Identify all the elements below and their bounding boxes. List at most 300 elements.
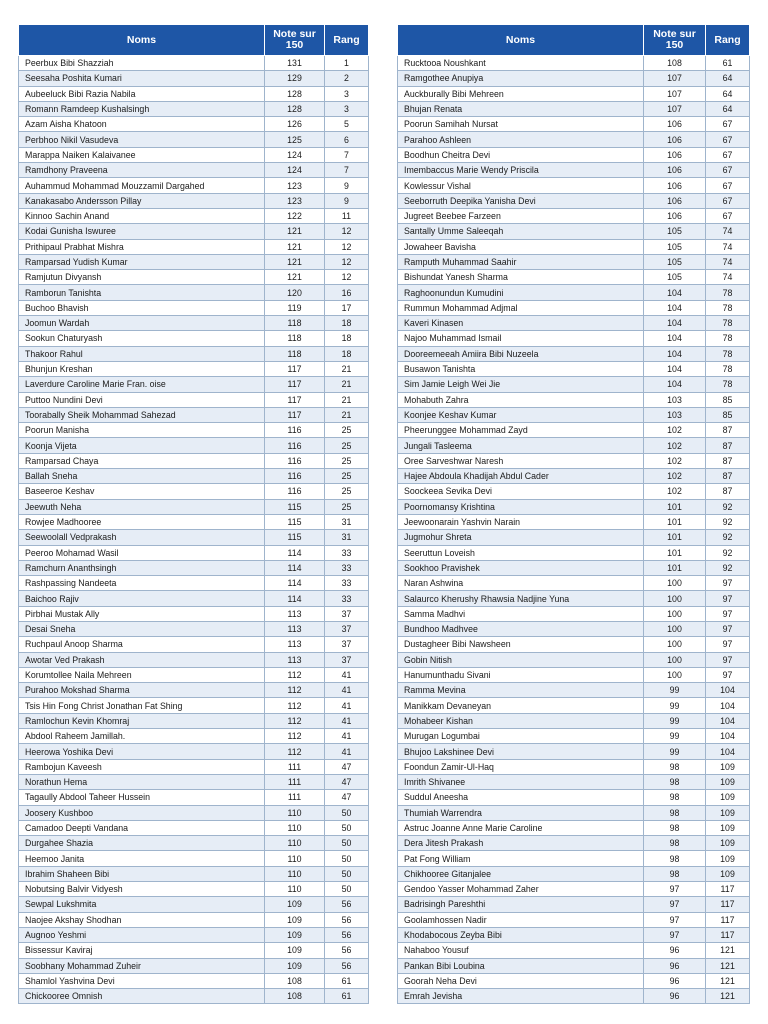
student-rank: 74	[706, 270, 750, 285]
student-score: 106	[644, 147, 706, 162]
table-row	[398, 667, 750, 682]
table-row	[19, 361, 369, 376]
student-name: Laverdure Caroline Marie Fran. oise	[19, 377, 265, 392]
student-score: 110	[265, 882, 325, 897]
student-rank: 33	[325, 591, 369, 606]
student-name: Camadoo Deepti Vandana	[19, 820, 265, 835]
student-score: 100	[644, 591, 706, 606]
table-row	[398, 147, 750, 162]
student-score: 98	[644, 820, 706, 835]
student-name: Bundhoo Madhvee	[398, 621, 644, 636]
student-rank: 1	[325, 56, 369, 71]
student-rank: 37	[325, 652, 369, 667]
table-row	[398, 438, 750, 453]
table-row	[398, 912, 750, 927]
student-name: Boodhun Cheitra Devi	[398, 147, 644, 162]
student-rank: 12	[325, 239, 369, 254]
student-name: Jugmohur Shreta	[398, 530, 644, 545]
student-name: Rucktooa Noushkant	[398, 56, 644, 71]
student-rank: 3	[325, 86, 369, 101]
student-rank: 50	[325, 866, 369, 881]
student-rank: 67	[706, 193, 750, 208]
student-score: 115	[265, 499, 325, 514]
table-row	[19, 224, 369, 239]
student-rank: 78	[706, 331, 750, 346]
table-row	[398, 239, 750, 254]
student-score: 100	[644, 621, 706, 636]
student-name: Manikkam Devaneyan	[398, 698, 644, 713]
student-score: 109	[265, 927, 325, 942]
student-name: Soobhany Mohammad Zuheir	[19, 958, 265, 973]
student-name: Ruchpaul Anoop Sharma	[19, 637, 265, 652]
student-name: Thakoor Rahul	[19, 346, 265, 361]
student-name: Shamlol Yashvina Devi	[19, 973, 265, 988]
student-score: 98	[644, 805, 706, 820]
student-rank: 85	[706, 407, 750, 422]
student-score: 106	[644, 117, 706, 132]
table-row	[19, 882, 369, 897]
table-row	[398, 943, 750, 958]
student-rank: 18	[325, 316, 369, 331]
student-rank: 97	[706, 576, 750, 591]
table-row	[19, 407, 369, 422]
student-score: 122	[265, 208, 325, 223]
table-row	[19, 545, 369, 560]
table-row	[19, 713, 369, 728]
table-row	[398, 805, 750, 820]
student-score: 114	[265, 576, 325, 591]
student-name: Hanumunthadu Sivani	[398, 667, 644, 682]
student-name: Sim Jamie Leigh Wei Jie	[398, 377, 644, 392]
student-name: Bhujan Renata	[398, 101, 644, 116]
student-score: 101	[644, 499, 706, 514]
table-row	[19, 667, 369, 682]
student-score: 100	[644, 637, 706, 652]
student-rank: 41	[325, 744, 369, 759]
table-row	[398, 652, 750, 667]
student-rank: 33	[325, 576, 369, 591]
student-rank: 117	[706, 897, 750, 912]
student-name: Jeewoonarain Yashvin Narain	[398, 514, 644, 529]
student-rank: 50	[325, 805, 369, 820]
student-name: Heerowa Yoshika Devi	[19, 744, 265, 759]
student-score: 98	[644, 866, 706, 881]
student-rank: 25	[325, 453, 369, 468]
table-row	[19, 484, 369, 499]
student-score: 104	[644, 331, 706, 346]
student-name: Soockeea Sevika Devi	[398, 484, 644, 499]
student-name: Ballah Sneha	[19, 469, 265, 484]
table-row	[19, 759, 369, 774]
student-score: 97	[644, 912, 706, 927]
student-rank: 109	[706, 866, 750, 881]
student-rank: 41	[325, 667, 369, 682]
student-rank: 78	[706, 377, 750, 392]
student-rank: 17	[325, 300, 369, 315]
student-name: Ramlochun Kevin Khomraj	[19, 713, 265, 728]
header-names: Noms	[398, 25, 644, 56]
student-name: Kodai Gunisha Iswuree	[19, 224, 265, 239]
student-rank: 56	[325, 927, 369, 942]
table-row	[19, 897, 369, 912]
student-rank: 74	[706, 254, 750, 269]
student-score: 101	[644, 530, 706, 545]
student-rank: 92	[706, 560, 750, 575]
student-score: 96	[644, 958, 706, 973]
table-row	[19, 866, 369, 881]
student-score: 102	[644, 469, 706, 484]
table-row	[398, 713, 750, 728]
student-rank: 92	[706, 514, 750, 529]
student-score: 105	[644, 270, 706, 285]
student-rank: 47	[325, 759, 369, 774]
table-row	[398, 759, 750, 774]
student-name: Dera Jitesh Prakash	[398, 836, 644, 851]
student-score: 104	[644, 285, 706, 300]
student-score: 116	[265, 484, 325, 499]
student-rank: 67	[706, 208, 750, 223]
student-name: Baseeroe Keshav	[19, 484, 265, 499]
student-score: 114	[265, 560, 325, 575]
table-row	[19, 698, 369, 713]
student-score: 129	[265, 71, 325, 86]
student-rank: 21	[325, 407, 369, 422]
student-score: 104	[644, 361, 706, 376]
table-row	[398, 178, 750, 193]
student-rank: 117	[706, 882, 750, 897]
table-row	[398, 484, 750, 499]
student-name: Murugan Logumbai	[398, 729, 644, 744]
table-row	[19, 117, 369, 132]
student-rank: 87	[706, 469, 750, 484]
table-row	[398, 591, 750, 606]
table-row	[19, 101, 369, 116]
student-score: 106	[644, 163, 706, 178]
student-name: Ramchurn Ananthsingh	[19, 560, 265, 575]
table-row	[19, 637, 369, 652]
student-score: 98	[644, 836, 706, 851]
student-name: Peerbux Bibi Shazziah	[19, 56, 265, 71]
student-rank: 97	[706, 606, 750, 621]
student-name: Chickooree Omnish	[19, 989, 265, 1004]
student-score: 112	[265, 698, 325, 713]
table-header-row	[19, 25, 369, 56]
student-name: Koonjee Keshav Kumar	[398, 407, 644, 422]
table-row	[19, 377, 369, 392]
table-row	[398, 989, 750, 1004]
table-row	[19, 621, 369, 636]
student-rank: 74	[706, 224, 750, 239]
student-name: Jungali Tasleema	[398, 438, 644, 453]
student-score: 110	[265, 851, 325, 866]
student-name: Baichoo Rajiv	[19, 591, 265, 606]
table-row	[19, 438, 369, 453]
student-name: Foondun Zamir-Ul-Haq	[398, 759, 644, 774]
student-score: 117	[265, 392, 325, 407]
student-name: Desai Sneha	[19, 621, 265, 636]
student-rank: 67	[706, 163, 750, 178]
student-score: 123	[265, 178, 325, 193]
student-name: Tsis Hin Fong Christ Jonathan Fat Shing	[19, 698, 265, 713]
student-rank: 92	[706, 545, 750, 560]
student-score: 116	[265, 423, 325, 438]
table-row	[398, 453, 750, 468]
student-name: Sookun Chaturyash	[19, 331, 265, 346]
student-score: 108	[265, 973, 325, 988]
student-score: 99	[644, 713, 706, 728]
student-score: 121	[265, 254, 325, 269]
table-row	[19, 178, 369, 193]
student-score: 96	[644, 973, 706, 988]
student-rank: 37	[325, 621, 369, 636]
student-name: Toorabally Sheik Mohammad Sahezad	[19, 407, 265, 422]
student-name: Seeborruth Deepika Yanisha Devi	[398, 193, 644, 208]
student-score: 105	[644, 239, 706, 254]
student-score: 107	[644, 71, 706, 86]
student-rank: 61	[325, 973, 369, 988]
student-score: 99	[644, 683, 706, 698]
table-row	[398, 729, 750, 744]
student-name: Nobutsing Balvir Vidyesh	[19, 882, 265, 897]
student-score: 106	[644, 208, 706, 223]
table-row	[19, 499, 369, 514]
ranking-table-left	[18, 24, 369, 1004]
student-rank: 87	[706, 484, 750, 499]
student-score: 118	[265, 346, 325, 361]
table-row	[398, 469, 750, 484]
table-row	[398, 407, 750, 422]
table-row	[19, 805, 369, 820]
student-name: Purahoo Mokshad Sharma	[19, 683, 265, 698]
student-rank: 67	[706, 132, 750, 147]
student-rank: 92	[706, 530, 750, 545]
student-name: Kaveri Kinasen	[398, 316, 644, 331]
student-name: Poorun Samihah Nursat	[398, 117, 644, 132]
student-rank: 64	[706, 86, 750, 101]
table-row	[398, 545, 750, 560]
student-name: Abdool Raheem Jamillah.	[19, 729, 265, 744]
student-name: Bissessur Kaviraj	[19, 943, 265, 958]
student-score: 118	[265, 316, 325, 331]
student-score: 124	[265, 147, 325, 162]
student-score: 116	[265, 438, 325, 453]
student-name: Hajee Abdoula Khadijah Abdul Cader	[398, 469, 644, 484]
student-score: 105	[644, 224, 706, 239]
student-score: 117	[265, 361, 325, 376]
student-rank: 50	[325, 882, 369, 897]
table-row	[398, 514, 750, 529]
student-name: Dooreemeeah Amiira Bibi Nuzeela	[398, 346, 644, 361]
student-rank: 121	[706, 973, 750, 988]
student-rank: 104	[706, 683, 750, 698]
student-score: 99	[644, 744, 706, 759]
student-rank: 12	[325, 224, 369, 239]
student-rank: 104	[706, 729, 750, 744]
student-name: Dustagheer Bibi Nawsheen	[398, 637, 644, 652]
student-name: Romann Ramdeep Kushalsingh	[19, 101, 265, 116]
student-name: Auhammud Mohammad Mouzzamil Dargahed	[19, 178, 265, 193]
student-name: Goorah Neha Devi	[398, 973, 644, 988]
student-rank: 37	[325, 637, 369, 652]
table-row	[398, 71, 750, 86]
student-name: Ramjutun Divyansh	[19, 270, 265, 285]
student-name: Naojee Akshay Shodhan	[19, 912, 265, 927]
student-name: Goolamhossen Nadir	[398, 912, 644, 927]
student-name: Badrisingh Pareshthi	[398, 897, 644, 912]
student-rank: 41	[325, 698, 369, 713]
table-row	[398, 86, 750, 101]
student-name: Ramputh Muhammad Saahir	[398, 254, 644, 269]
student-score: 107	[644, 101, 706, 116]
table-row	[398, 866, 750, 881]
header-rank: Rang	[325, 25, 369, 56]
student-name: Jugreet Beebee Farzeen	[398, 208, 644, 223]
student-rank: 97	[706, 621, 750, 636]
table-row	[398, 820, 750, 835]
student-name: Thumiah Warrendra	[398, 805, 644, 820]
student-rank: 104	[706, 698, 750, 713]
table-row	[19, 958, 369, 973]
table-row	[398, 698, 750, 713]
student-score: 112	[265, 729, 325, 744]
table-row	[398, 836, 750, 851]
student-score: 114	[265, 545, 325, 560]
student-name: Pheerunggee Mohammad Zayd	[398, 423, 644, 438]
student-score: 111	[265, 790, 325, 805]
student-score: 121	[265, 224, 325, 239]
student-rank: 117	[706, 927, 750, 942]
student-score: 112	[265, 744, 325, 759]
student-name: Aubeeluck Bibi Razia Nabila	[19, 86, 265, 101]
student-name: Buchoo Bhavish	[19, 300, 265, 315]
table-row	[19, 453, 369, 468]
table-row	[398, 285, 750, 300]
student-name: Tagaully Abdool Taheer Hussein	[19, 790, 265, 805]
student-name: Emrah Jevisha	[398, 989, 644, 1004]
student-score: 116	[265, 453, 325, 468]
student-score: 120	[265, 285, 325, 300]
ranking-table-right	[397, 24, 750, 1004]
table-row	[398, 851, 750, 866]
student-score: 101	[644, 514, 706, 529]
student-rank: 61	[325, 989, 369, 1004]
table-body-left	[19, 56, 369, 1004]
table-row	[398, 576, 750, 591]
table-row	[398, 377, 750, 392]
student-score: 113	[265, 621, 325, 636]
student-rank: 21	[325, 377, 369, 392]
student-score: 126	[265, 117, 325, 132]
student-rank: 109	[706, 805, 750, 820]
student-rank: 109	[706, 851, 750, 866]
student-name: Ramma Mevina	[398, 683, 644, 698]
student-rank: 47	[325, 790, 369, 805]
table-row	[19, 927, 369, 942]
student-rank: 16	[325, 285, 369, 300]
student-rank: 104	[706, 713, 750, 728]
student-rank: 104	[706, 744, 750, 759]
table-row	[19, 576, 369, 591]
table-row	[398, 606, 750, 621]
student-name: Jowaheer Bavisha	[398, 239, 644, 254]
student-score: 131	[265, 56, 325, 71]
student-score: 99	[644, 729, 706, 744]
student-rank: 56	[325, 897, 369, 912]
student-score: 121	[265, 270, 325, 285]
student-name: Raghoonundun Kumudini	[398, 285, 644, 300]
table-row	[19, 606, 369, 621]
student-name: Perbhoo Nikil Vasudeva	[19, 132, 265, 147]
student-name: Najoo Muhammad Ismail	[398, 331, 644, 346]
student-name: Bhunjun Kreshan	[19, 361, 265, 376]
student-rank: 87	[706, 423, 750, 438]
student-rank: 6	[325, 132, 369, 147]
student-score: 101	[644, 545, 706, 560]
student-rank: 41	[325, 713, 369, 728]
table-row	[398, 958, 750, 973]
student-name: Marappa Naiken Kalaivanee	[19, 147, 265, 162]
student-score: 104	[644, 316, 706, 331]
student-score: 112	[265, 683, 325, 698]
table-row	[398, 331, 750, 346]
student-name: Busawon Tanishta	[398, 361, 644, 376]
student-score: 104	[644, 346, 706, 361]
table-row	[19, 836, 369, 851]
student-name: Kinnoo Sachin Anand	[19, 208, 265, 223]
table-row	[19, 208, 369, 223]
student-rank: 67	[706, 147, 750, 162]
student-name: Prithipaul Prabhat Mishra	[19, 239, 265, 254]
student-rank: 25	[325, 469, 369, 484]
table-row	[398, 560, 750, 575]
student-name: Seeruttun Loveish	[398, 545, 644, 560]
table-row	[398, 224, 750, 239]
table-row	[19, 514, 369, 529]
student-rank: 97	[706, 591, 750, 606]
student-score: 112	[265, 713, 325, 728]
student-name: Mohabuth Zahra	[398, 392, 644, 407]
table-row	[19, 285, 369, 300]
student-name: Mohabeer Kishan	[398, 713, 644, 728]
student-score: 118	[265, 331, 325, 346]
table-row	[398, 499, 750, 514]
student-rank: 92	[706, 499, 750, 514]
student-rank: 109	[706, 759, 750, 774]
student-score: 105	[644, 254, 706, 269]
student-score: 108	[265, 989, 325, 1004]
student-name: Oree Sarveshwar Naresh	[398, 453, 644, 468]
table-row	[398, 163, 750, 178]
student-score: 106	[644, 132, 706, 147]
student-score: 99	[644, 698, 706, 713]
student-name: Heemoo Janita	[19, 851, 265, 866]
student-score: 113	[265, 637, 325, 652]
table-header-row	[398, 25, 750, 56]
student-name: Norathun Hema	[19, 774, 265, 789]
table-row	[19, 86, 369, 101]
student-rank: 2	[325, 71, 369, 86]
table-row	[398, 132, 750, 147]
student-rank: 78	[706, 316, 750, 331]
student-rank: 41	[325, 729, 369, 744]
student-rank: 78	[706, 300, 750, 315]
student-score: 123	[265, 193, 325, 208]
student-score: 100	[644, 652, 706, 667]
table-row	[19, 392, 369, 407]
student-rank: 64	[706, 101, 750, 116]
table-row	[19, 331, 369, 346]
student-rank: 21	[325, 361, 369, 376]
